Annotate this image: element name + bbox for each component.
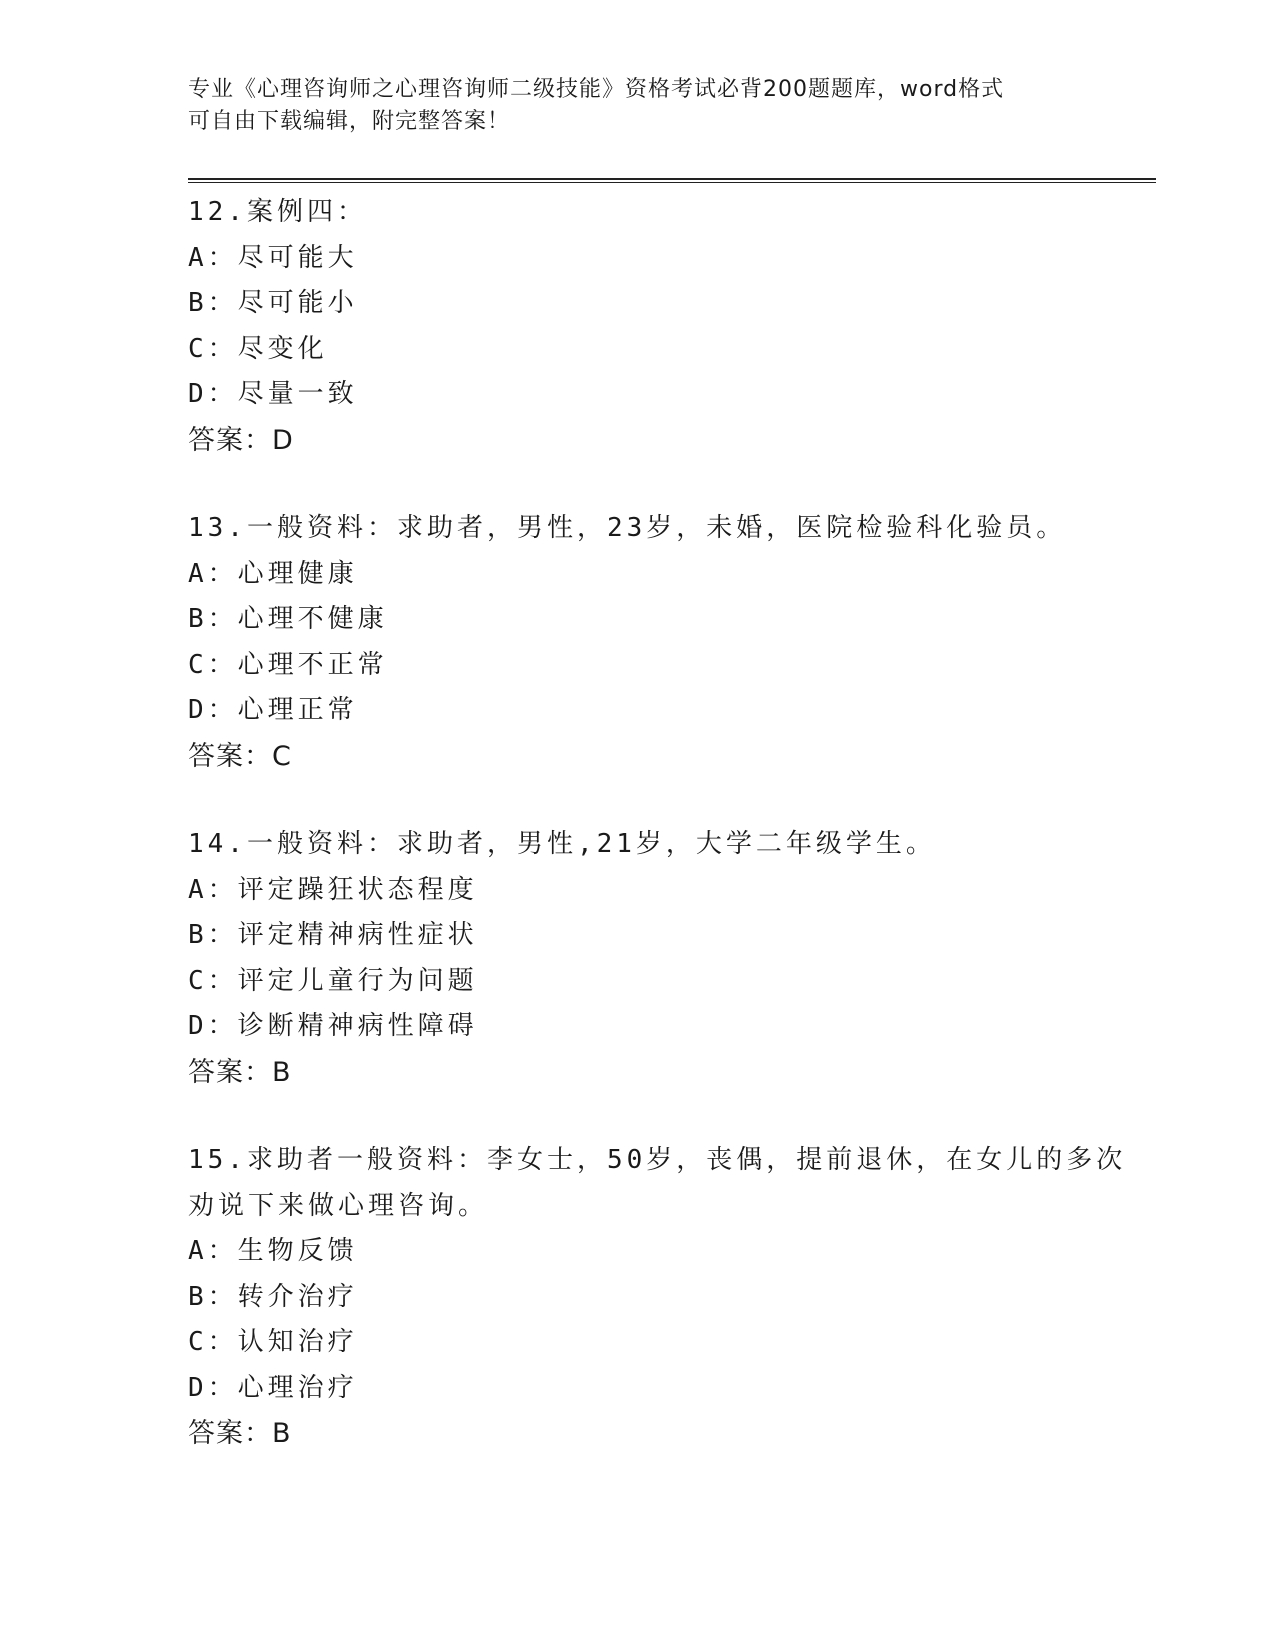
answer-line: 答案：D xyxy=(188,424,294,456)
option-b: B：评定精神病性症状 xyxy=(188,920,478,950)
question-15 xyxy=(188,1138,1148,1457)
option-b: B：转介治疗 xyxy=(188,1281,358,1312)
answer-line: 答案：C xyxy=(188,740,292,772)
answer-line: 答案：B xyxy=(188,1418,292,1449)
option-b: B：尽可能小 xyxy=(188,288,358,318)
option-d: D：诊断精神病性障碍 xyxy=(188,1011,478,1041)
question-stem: 13.一般资料：求助者，男性，23岁，未婚，医院检验科化验员。 xyxy=(188,513,1067,543)
option-d: D：心理治疗 xyxy=(188,1372,358,1403)
option-c: C：心理不正常 xyxy=(188,649,388,680)
header-line-2: 可自由下载编辑，附完整答案！ xyxy=(188,109,511,134)
document-header xyxy=(188,74,1088,138)
answer-line: 答案：B xyxy=(188,1056,292,1088)
question-stem: 14.一般资料：求助者，男性,21岁，大学二年级学生。 xyxy=(188,829,936,859)
option-a: A：生物反馈 xyxy=(188,1236,358,1266)
option-a: A：评定躁狂状态程度 xyxy=(188,874,478,905)
question-14 xyxy=(188,822,1148,1095)
question-stem: 12.案例四： xyxy=(188,197,367,227)
option-a: A：尽可能大 xyxy=(188,242,358,273)
option-d: D：心理正常 xyxy=(188,695,358,725)
option-d: D：尽量一致 xyxy=(188,379,358,409)
question-12 xyxy=(188,190,1148,463)
question-stem: 15.求助者一般资料：李女士，50岁，丧偶，提前退休，在女儿的多次 xyxy=(188,1145,1127,1175)
option-c: C：尽变化 xyxy=(188,333,328,364)
question-list xyxy=(188,190,1148,1500)
option-a: A：心理健康 xyxy=(188,558,358,589)
header-line-1: 专业《心理咨询师之心理咨询师二级技能》资格考试必背200题题库，word格式 xyxy=(188,77,1005,102)
question-13 xyxy=(188,506,1148,779)
question-stem-continued: 劝说下来做心理咨询。 xyxy=(188,1190,489,1221)
option-c: C：认知治疗 xyxy=(188,1327,358,1357)
option-b: B：心理不健康 xyxy=(188,604,388,634)
header-divider xyxy=(188,178,1156,183)
option-c: C：评定儿童行为问题 xyxy=(188,965,478,996)
